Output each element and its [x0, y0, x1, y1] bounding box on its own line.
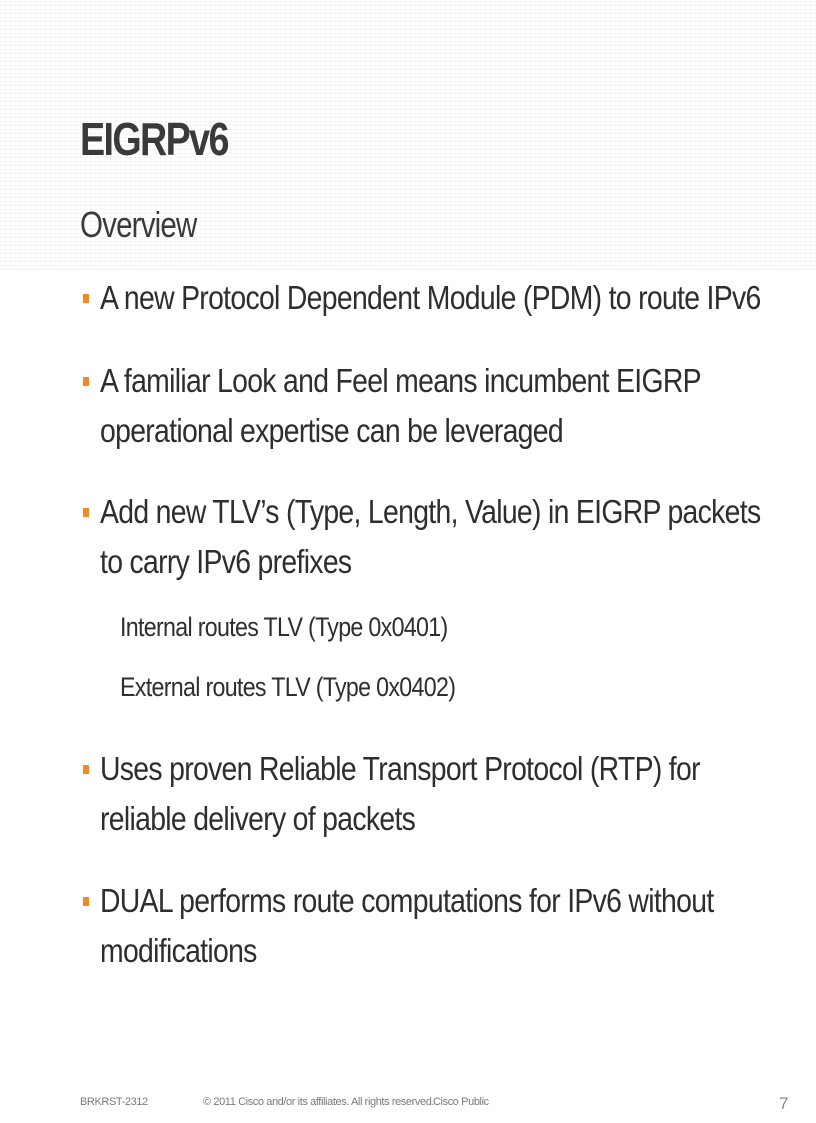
page-number: 7 — [779, 1094, 789, 1113]
bullet-text: DUAL performs route computations for IPv6 without — [100, 882, 714, 919]
bullet-square-icon — [83, 897, 89, 906]
sub-item-internal-routes: Internal routes TLV (Type 0x0401) — [120, 612, 448, 642]
bullet-text: A new Protocol Dependent Module (PDM) to route IPv6 — [100, 279, 761, 316]
bullet-text-continuation: to carry IPv6 prefixes — [100, 543, 352, 580]
bullet-text: Uses proven Reliable Transport Protocol (RTP) for — [100, 750, 700, 787]
footer-copyright: © 2011 Cisco and/or its affiliates. All rights reserved. — [203, 1096, 435, 1108]
sub-item-external-routes: External routes TLV (Type 0x0402) — [120, 672, 456, 702]
bullet-square-icon — [83, 508, 89, 517]
bullet-text: A familiar Look and Feel means incumbent EIGRP — [100, 362, 701, 399]
footer-session-code: BRKRST-2312 — [80, 1096, 148, 1108]
bullet-text-continuation: modifications — [100, 932, 257, 969]
slide-subtitle: Overview — [80, 204, 197, 245]
bullet-square-icon — [83, 377, 89, 386]
slide-title: EIGRPv6 — [80, 113, 228, 165]
bullet-text: Add new TLV’s (Type, Length, Value) in EIGRP packets — [100, 493, 761, 530]
bullet-text-continuation: reliable delivery of packets — [100, 800, 416, 837]
footer-classification: Cisco Public — [433, 1096, 489, 1108]
bullet-square-icon — [83, 294, 89, 303]
bullet-text-continuation: operational expertise can be leveraged — [100, 412, 563, 449]
bullet-square-icon — [83, 765, 89, 774]
